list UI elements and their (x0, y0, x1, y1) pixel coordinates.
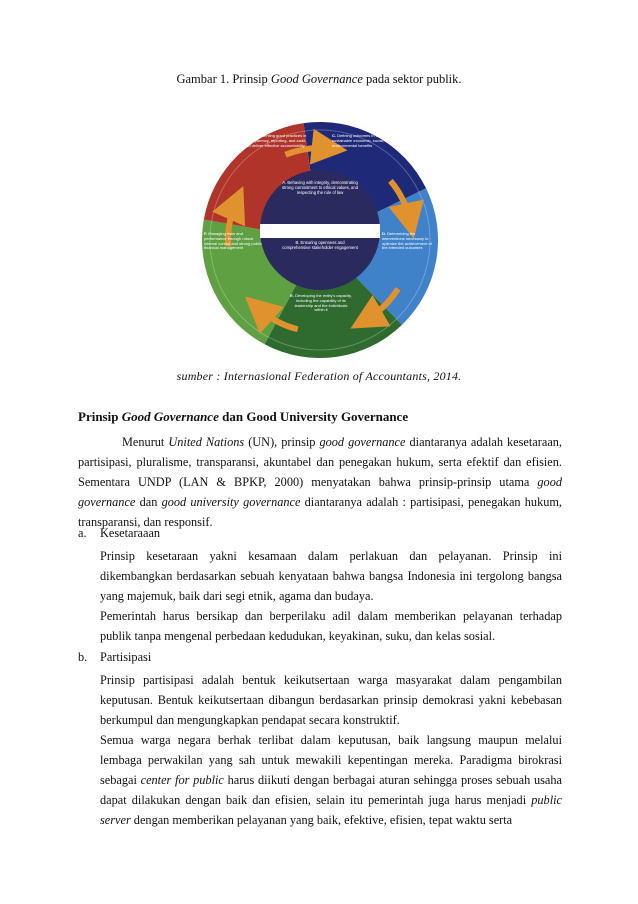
figure-source: sumber : Internasional Federation of Accountants, 2014. (176, 369, 462, 383)
list-item-a (78, 526, 160, 541)
caption-prefix: Gambar 1. Prinsip (176, 72, 271, 86)
segment-c-label: C. Defining outcomes in terms of sustainable economic, social, and environmental benefits (332, 134, 392, 148)
segment-g-label: G. Implementing good practices in transparency, reporting, and audit, to deliver effective accountability (245, 134, 307, 148)
list-title: Kesetaraaan (100, 526, 161, 540)
governance-wheel-figure (192, 112, 448, 368)
item-a-paragraph-2: Pemerintah harus bersikap dan berperilaku adil dalam memberikan pelayanan terhadap publik tanpa mengenal perbedaan kedudukan, keyakinan, suku, dan kelas sosial. (100, 609, 562, 643)
center-bottom-text: B. Ensuring openness and comprehensive stakeholder engagement (282, 240, 358, 250)
heading-emphasis-2: Good University Governance (246, 409, 409, 424)
list-letter: a. (78, 526, 87, 540)
caption-suffix: pada sektor publik. (362, 72, 462, 86)
item-b-paragraph-2: Semua warga negara berhak terlibat dalam keputusan, baik langsung maupun melalui lembaga perwakilan yang sah untuk mewakili kepentingan mereka. Paradigma birokrasi sebagai center for public harus diikuti dengan berbagai aturan sehingga proses sebuah usaha dapat dilakukan dengan baik dan efisien, selain itu pemerintah juga harus menjadi public server dengan memberikan pelayanan yang baik, efektive, efisien, tepat waktu serta (100, 733, 562, 827)
segment-d-label: D. Determining the interventions necessary to optimize the achievement of the intended outcomes (382, 232, 432, 251)
center-divider (260, 224, 380, 238)
figure-caption (0, 72, 638, 87)
list-item-b (78, 650, 151, 665)
intro-paragraph: Menurut United Nations (UN), prinsip good governance diantaranya adalah kesetaraan, partisipasi, pluralisme, transparansi, akuntabel dan penegakan hukum, serta efektif dan efisien. Sementara UNDP (LAN & BPKP, 2000) menyatakan bahwa prinsip-prinsip utama good governance dan good university governance diantaranya adalah : partisipasi, penegakan hukum, transparansi, dan responsif. (78, 435, 562, 529)
list-title: Partisipasi (100, 650, 152, 664)
item-b-paragraph-1: Prinsip partisipasi adalah bentuk keikutsertaan warga masyarakat dalam pengambilan keputusan. Bentuk keikutsertaan dibangun berdasarkan prinsip demokrasi yakni kebebasan berkumpul dan mengungkapkan pendapat secara konstruktif. (100, 673, 562, 727)
center-top-text: A. Behaving with integrity, demonstrating strong commitment to ethical values, and respecting the rule of law (281, 180, 359, 195)
heading-emphasis-1: Good Governance (121, 409, 219, 424)
section-heading (78, 409, 408, 425)
heading-part-2: dan (218, 409, 247, 424)
caption-emphasis: Good Governance (270, 72, 363, 86)
segment-f-label: F. Managing risks and performance through robust internal control and strong public financial management (204, 232, 262, 251)
list-letter: b. (78, 650, 88, 664)
item-a-paragraph-1: Prinsip kesetaraan yakni kesamaan dalam perlakuan dan pelayanan. Prinsip ini dikembangkan berdasarkan sebuah kenyataan bahwa bangsa Indonesia ini tergolong bangsa yang majemuk, baik dari segi etnik, agama dan budaya. (100, 549, 562, 603)
segment-e-label: E. Developing the entity's capacity, including the capability of its leadership and the individuals within it (290, 294, 352, 313)
heading-part-1: Prinsip (78, 409, 122, 424)
